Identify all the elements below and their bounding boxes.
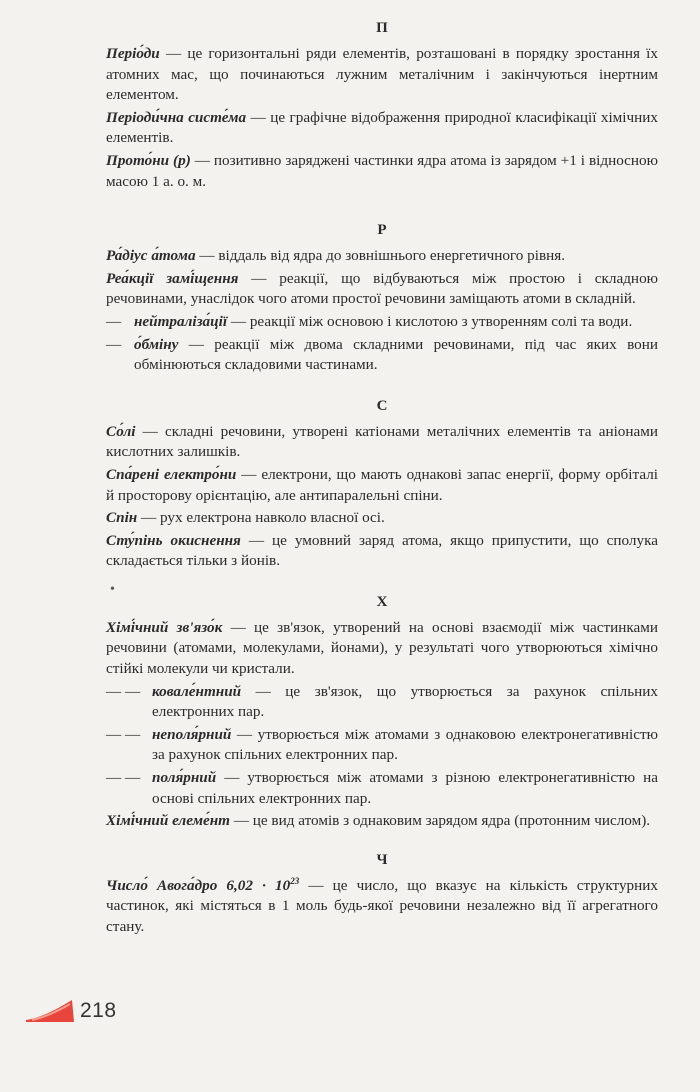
entry-definition: — це горизонтальні ряди елементів, розташовані в порядку зростання їх атомних мас, що починаються лужним металічним і закінчуються інертним елементом.: [106, 45, 658, 104]
avogadro-term: Число́ Авога́дро 6,02 · 10: [106, 876, 291, 894]
subentry-nonpolar: [106, 725, 658, 766]
entry-definition: — реакції між двома складними речовинами, під час яких вони обмінюються складовими частинами.: [134, 335, 658, 374]
entry-definition: — рух електрона навколо власної осі.: [137, 509, 385, 527]
entry-term: неполя́рний: [152, 725, 232, 743]
entry-term: [106, 877, 299, 894]
section-s: [106, 396, 658, 572]
entry-definition: — реакції між основою і кислотою з утворенням солі та води.: [227, 312, 633, 330]
avogadro-exponent: 23: [290, 875, 300, 886]
section-letter: Ч: [376, 851, 388, 868]
entry-paired-electrons: [106, 465, 658, 506]
subentry-exchange: [106, 335, 658, 376]
subentry-polar: [106, 768, 658, 809]
subentry-neutralization: [106, 312, 658, 333]
dash-marker: —: [106, 312, 122, 330]
entry-term: Реа́кції замі́щення: [106, 269, 239, 287]
dash-marker: — —: [106, 769, 141, 787]
entry-term: Со́лі: [106, 422, 136, 440]
dictionary-page: [106, 18, 658, 956]
entry-salts: [106, 422, 658, 463]
entry-definition: — це зв'язок, що утворюється за рахунок спільних електронних пар.: [152, 682, 658, 721]
entry-definition: — реакції, що відбуваються між простою і складною речовинами, унаслідок чого атоми простої речовини заміщають атоми в складній.: [106, 269, 659, 308]
entry-definition: — утворюється між атомами з однаковою електронегативністю за рахунок спільних електронних пар.: [152, 725, 658, 764]
entry-term: Періо́ди: [106, 45, 160, 62]
page-tab-swoosh: [26, 1000, 74, 1022]
dash-marker: — —: [106, 725, 141, 743]
entry-term: о́бміну: [134, 335, 179, 353]
entry-chemical-element: [106, 811, 658, 832]
entry-definition: — позитивно заряджені частинки ядра атома із зарядом +1 і відносною масою 1 а. о. м.: [106, 151, 658, 190]
section-letter: П: [376, 20, 388, 36]
entry-term: Хімі́чний елеме́нт: [106, 812, 230, 830]
section-letter: Р: [377, 222, 387, 239]
entry-definition: — утворюється між атомами з різною електронегативністю на основі спільних електронних пар.: [152, 769, 658, 807]
entry-definition: — складні речовини, утворені катіонами металічних елементів та аніонами кислотних залишків.: [106, 422, 658, 461]
entry-oxidation-state: [106, 531, 658, 572]
entry-definition: — це умовний заряд атома, якщо припустити, що сполука складається тільки з йонів.: [106, 531, 658, 570]
entry-definition: — електрони, що мають однакові запас енергії, форму орбіталі й просторову орієнтацію, але антипаралельні спіни.: [106, 465, 658, 504]
page-number: 218: [80, 999, 117, 1022]
entry-substitution-reactions: [106, 269, 658, 310]
entry-protons: [106, 151, 658, 192]
entry-periodic-system: [106, 108, 658, 149]
entry-atom-radius: [106, 246, 658, 267]
page-footer: [26, 996, 126, 1026]
section-p: [106, 18, 658, 192]
entry-avogadro-number: [106, 876, 658, 938]
ink-mark: •: [110, 582, 115, 597]
entry-term: ковале́нтний: [152, 682, 242, 700]
entry-term: Прото́ни (p): [106, 151, 191, 169]
entry-term: Ра́діус а́тома: [106, 247, 196, 265]
dash-marker: —: [106, 335, 122, 353]
section-letter: Х: [376, 593, 388, 610]
entry-chemical-bond: [106, 618, 658, 680]
entry-term: нейтраліза́ції: [134, 312, 228, 330]
entry-spin: [106, 508, 658, 529]
entry-term: Сту́пінь окиснення: [106, 531, 241, 549]
page-tab-icon: [26, 998, 74, 1024]
entry-definition: — це графічне відображення природної класифікації хімічних елементів.: [106, 108, 658, 147]
entry-term: Спін: [106, 509, 138, 527]
section-r: [106, 220, 658, 376]
section-ch: [106, 850, 658, 938]
subentry-covalent: [106, 682, 658, 723]
entry-definition: — це зв'язок, утворений на основі взаємодії між частинками речовини (атомами, молекулами, йонами), у результаті чого утворюються хімічно стійкі молекули чи кристали.: [106, 618, 658, 678]
entry-term: Хімі́чний зв'язо́к: [106, 618, 223, 636]
entry-term: Спа́рені електро́ни: [106, 465, 237, 483]
dash-marker: — —: [106, 682, 141, 700]
section-letter: С: [376, 397, 388, 414]
entry-definition: — це вид атомів з однаковим зарядом ядра (протонним числом).: [229, 812, 651, 830]
entry-definition: — віддаль від ядра до зовнішнього енергетичного рівня.: [195, 247, 566, 265]
entry-periods: [106, 44, 658, 106]
entry-definition: — це число, що вказує на кількість структурних частинок, які містяться в 1 моль будь-якої речовини незалежно від її агрегатного стану.: [106, 876, 658, 935]
entry-term: Періоди́чна систе́ма: [106, 108, 247, 126]
entry-term: поля́рний: [152, 769, 217, 787]
section-kh: [106, 592, 658, 832]
